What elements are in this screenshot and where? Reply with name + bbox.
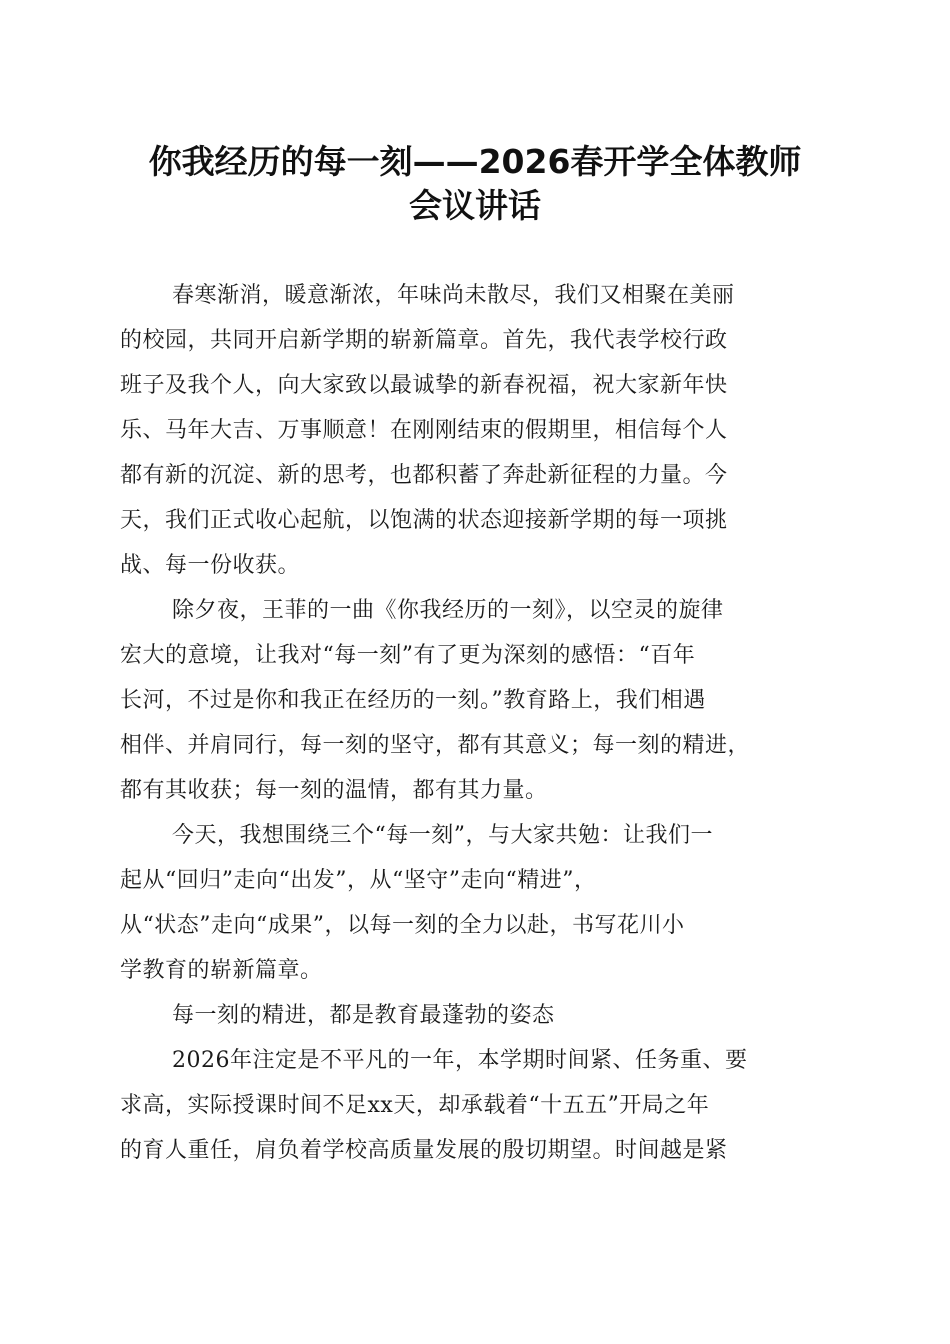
text-line: 长河，不过是你和我正在经历的一刻。”教育路上，我们相遇 <box>120 688 706 713</box>
text-line: 宏大的意境，让我对“每一刻”有了更为深刻的感悟：“百年 <box>120 643 696 668</box>
text-line: 相伴、并肩同行，每一刻的坚守，都有其意义；每一刻的精进， <box>120 733 751 758</box>
text-line: 的校园，共同开启新学期的崭新篇章。首先，我代表学校行政 <box>120 328 728 353</box>
text-line: 求高，实际授课时间不足xx天，却承载着“十五五”开局之年 <box>120 1093 710 1118</box>
text-line: 除夕夜，王菲的一曲《你我经历的一刻》，以空灵的旋律 <box>172 598 724 623</box>
text-line: 的育人重任，肩负着学校高质量发展的殷切期望。时间越是紧 <box>120 1138 728 1163</box>
text-line: 班子及我个人，向大家致以最诚挚的新春祝福，祝大家新年快 <box>120 373 728 398</box>
text-line: 乐、马年大吉、万事顺意！在刚刚结束的假期里，相信每个人 <box>120 418 728 443</box>
text-line: 起从“回归”走向“出发”，从“坚守”走向“精进”， <box>120 868 597 893</box>
document-title <box>100 140 850 228</box>
text-line: 从“状态”走向“成果”，以每一刻的全力以赴，书写花川小 <box>120 913 685 938</box>
text-line: 战、每一份收获。 <box>120 553 301 578</box>
text-line: 2026年注定是不平凡的一年，本学期时间紧、任务重、要 <box>172 1048 748 1073</box>
text-line: 春寒渐消，暖意渐浓，年味尚未散尽，我们又相聚在美丽 <box>172 283 735 308</box>
title-line-2: 会议讲话 <box>409 186 541 225</box>
text-line: 天，我们正式收心起航，以饱满的状态迎接新学期的每一项挑 <box>120 508 728 533</box>
section-heading: 每一刻的精进，都是教育最蓬勃的姿态 <box>172 1003 555 1028</box>
text-line: 今天，我想围绕三个“每一刻”，与大家共勉：让我们一 <box>172 823 713 848</box>
text-line: 都有其收获；每一刻的温情，都有其力量。 <box>120 778 548 803</box>
text-line: 学教育的崭新篇章。 <box>120 958 323 983</box>
text-line: 都有新的沉淀、新的思考，也都积蓄了奔赴新征程的力量。今 <box>120 463 728 488</box>
title-line-1: 你我经历的每一刻——2026春开学全体教师 <box>148 142 802 181</box>
document-body <box>120 273 832 1173</box>
